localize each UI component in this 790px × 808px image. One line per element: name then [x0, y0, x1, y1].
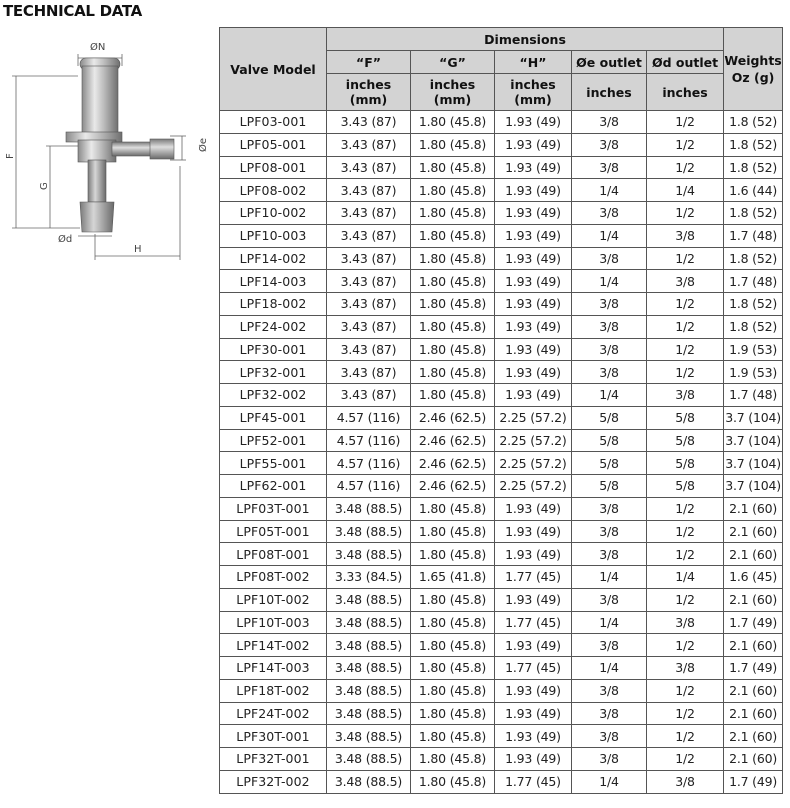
- cell-weight: 2.1 (60): [724, 748, 783, 771]
- table-row: [220, 702, 783, 725]
- table-row: [220, 657, 783, 680]
- cell-valve-model: LPF08T-001: [220, 543, 327, 566]
- cell-dim-g: 1.80 (45.8): [411, 543, 495, 566]
- cell-oe-outlet: 3/8: [572, 133, 647, 156]
- header-od-outlet: Ød outlet: [647, 51, 724, 74]
- cell-weight: 1.7 (49): [724, 770, 783, 793]
- cell-weight: 1.8 (52): [724, 133, 783, 156]
- cell-dim-g: 1.80 (45.8): [411, 588, 495, 611]
- cell-oe-outlet: 3/8: [572, 293, 647, 316]
- cell-dim-h: 1.93 (49): [495, 338, 572, 361]
- cell-dim-h: 1.93 (49): [495, 725, 572, 748]
- header-g-unit: inches (mm): [411, 74, 495, 111]
- cell-valve-model: LPF30T-001: [220, 725, 327, 748]
- cell-valve-model: LPF32-001: [220, 361, 327, 384]
- cell-weight: 1.7 (48): [724, 224, 783, 247]
- label-h: H: [134, 244, 142, 255]
- cell-oe-outlet: 3/8: [572, 543, 647, 566]
- cell-weight: 1.9 (53): [724, 338, 783, 361]
- cell-dim-h: 1.93 (49): [495, 634, 572, 657]
- cell-dim-h: 1.93 (49): [495, 270, 572, 293]
- cell-dim-g: 1.80 (45.8): [411, 634, 495, 657]
- header-f-unit: inches (mm): [327, 74, 411, 111]
- cell-dim-f: 3.48 (88.5): [327, 725, 411, 748]
- header-f: “F”: [327, 51, 411, 74]
- cell-weight: 3.7 (104): [724, 475, 783, 498]
- cell-valve-model: LPF10T-003: [220, 611, 327, 634]
- table-row: [220, 679, 783, 702]
- header-oe-outlet: Øe outlet: [572, 51, 647, 74]
- table-row: [220, 384, 783, 407]
- cell-od-outlet: 1/2: [647, 588, 724, 611]
- valve-body: [66, 58, 174, 232]
- cell-dim-g: 1.80 (45.8): [411, 133, 495, 156]
- cell-od-outlet: 1/2: [647, 361, 724, 384]
- header-weights: Weights Oz (g): [724, 28, 783, 111]
- cell-dim-f: 3.43 (87): [327, 156, 411, 179]
- cell-valve-model: LPF14T-002: [220, 634, 327, 657]
- table-row: [220, 497, 783, 520]
- cell-dim-h: 1.93 (49): [495, 133, 572, 156]
- cell-weight: 1.6 (45): [724, 566, 783, 589]
- cell-valve-model: LPF52-001: [220, 429, 327, 452]
- cell-od-outlet: 1/2: [647, 315, 724, 338]
- cell-dim-f: 3.43 (87): [327, 361, 411, 384]
- header-h-unit: inches (mm): [495, 74, 572, 111]
- cell-valve-model: LPF18-002: [220, 293, 327, 316]
- table-row: [220, 338, 783, 361]
- cell-oe-outlet: 3/8: [572, 679, 647, 702]
- cell-dim-g: 1.80 (45.8): [411, 497, 495, 520]
- table-row: [220, 361, 783, 384]
- cell-weight: 2.1 (60): [724, 543, 783, 566]
- cell-dim-h: 1.93 (49): [495, 497, 572, 520]
- cell-weight: 1.7 (48): [724, 270, 783, 293]
- cell-weight: 1.8 (52): [724, 315, 783, 338]
- table-row: [220, 202, 783, 225]
- cell-dim-g: 2.46 (62.5): [411, 406, 495, 429]
- cell-dim-f: 3.43 (87): [327, 247, 411, 270]
- cell-weight: 2.1 (60): [724, 520, 783, 543]
- cell-dim-g: 1.80 (45.8): [411, 202, 495, 225]
- table-row: [220, 111, 783, 134]
- cell-weight: 1.8 (52): [724, 293, 783, 316]
- cell-od-outlet: 1/2: [647, 156, 724, 179]
- table-row: [220, 520, 783, 543]
- cell-dim-f: 3.48 (88.5): [327, 634, 411, 657]
- cell-od-outlet: 3/8: [647, 657, 724, 680]
- cell-valve-model: LPF14-002: [220, 247, 327, 270]
- valve-dimension-drawing: [0, 36, 209, 266]
- cell-weight: 2.1 (60): [724, 588, 783, 611]
- cell-dim-f: 4.57 (116): [327, 429, 411, 452]
- cell-oe-outlet: 3/8: [572, 156, 647, 179]
- cell-weight: 2.1 (60): [724, 702, 783, 725]
- cell-dim-h: 1.93 (49): [495, 702, 572, 725]
- cell-valve-model: LPF03-001: [220, 111, 327, 134]
- cell-dim-f: 3.48 (88.5): [327, 748, 411, 771]
- cell-dim-h: 1.77 (45): [495, 611, 572, 634]
- cell-dim-h: 1.93 (49): [495, 156, 572, 179]
- technical-data-rows: [220, 111, 783, 794]
- cell-weight: 2.1 (60): [724, 497, 783, 520]
- cell-dim-f: 4.57 (116): [327, 452, 411, 475]
- label-n: ØN: [90, 42, 106, 53]
- cell-od-outlet: 1/2: [647, 293, 724, 316]
- cell-weight: 1.8 (52): [724, 202, 783, 225]
- cell-dim-h: 2.25 (57.2): [495, 406, 572, 429]
- cell-dim-f: 3.48 (88.5): [327, 611, 411, 634]
- cell-dim-h: 1.93 (49): [495, 679, 572, 702]
- cell-dim-f: 4.57 (116): [327, 475, 411, 498]
- cell-dim-h: 1.93 (49): [495, 293, 572, 316]
- cell-dim-f: 3.33 (84.5): [327, 566, 411, 589]
- cell-oe-outlet: 1/4: [572, 770, 647, 793]
- header-od-unit: inches: [647, 74, 724, 111]
- cell-dim-h: 1.93 (49): [495, 179, 572, 202]
- cell-dim-g: 1.80 (45.8): [411, 111, 495, 134]
- table-row: [220, 270, 783, 293]
- valve-drawing-svg: [0, 36, 209, 266]
- cell-dim-g: 1.80 (45.8): [411, 679, 495, 702]
- cell-dim-g: 1.80 (45.8): [411, 224, 495, 247]
- cell-valve-model: LPF10T-002: [220, 588, 327, 611]
- table-row: [220, 429, 783, 452]
- label-g: G: [39, 182, 50, 190]
- cell-valve-model: LPF62-001: [220, 475, 327, 498]
- cell-dim-g: 1.80 (45.8): [411, 247, 495, 270]
- cell-valve-model: LPF32T-002: [220, 770, 327, 793]
- cell-dim-f: 3.43 (87): [327, 315, 411, 338]
- cell-valve-model: LPF10-003: [220, 224, 327, 247]
- header-valve-model: Valve Model: [220, 28, 327, 111]
- cell-oe-outlet: 3/8: [572, 520, 647, 543]
- cell-od-outlet: 1/2: [647, 133, 724, 156]
- cell-dim-f: 3.43 (87): [327, 384, 411, 407]
- cell-oe-outlet: 3/8: [572, 748, 647, 771]
- cell-oe-outlet: 3/8: [572, 497, 647, 520]
- table-row: [220, 770, 783, 793]
- cell-dim-h: 1.93 (49): [495, 315, 572, 338]
- cell-valve-model: LPF24-002: [220, 315, 327, 338]
- table-row: [220, 634, 783, 657]
- cell-valve-model: LPF14T-003: [220, 657, 327, 680]
- cell-dim-f: 3.48 (88.5): [327, 657, 411, 680]
- table-row: [220, 475, 783, 498]
- cell-valve-model: LPF08-002: [220, 179, 327, 202]
- cell-od-outlet: 1/2: [647, 111, 724, 134]
- cell-valve-model: LPF32T-001: [220, 748, 327, 771]
- cell-weight: 1.7 (49): [724, 611, 783, 634]
- cell-dim-g: 2.46 (62.5): [411, 452, 495, 475]
- cell-weight: 1.7 (49): [724, 657, 783, 680]
- technical-data-table: [219, 27, 783, 794]
- header-oe-unit: inches: [572, 74, 647, 111]
- cell-oe-outlet: 1/4: [572, 270, 647, 293]
- cell-valve-model: LPF55-001: [220, 452, 327, 475]
- table-row: [220, 133, 783, 156]
- cell-od-outlet: 1/2: [647, 634, 724, 657]
- cell-oe-outlet: 3/8: [572, 725, 647, 748]
- cell-valve-model: LPF18T-002: [220, 679, 327, 702]
- cell-oe-outlet: 1/4: [572, 384, 647, 407]
- cell-oe-outlet: 5/8: [572, 406, 647, 429]
- table-row: [220, 566, 783, 589]
- cell-oe-outlet: 1/4: [572, 224, 647, 247]
- cell-oe-outlet: 3/8: [572, 588, 647, 611]
- cell-valve-model: LPF03T-001: [220, 497, 327, 520]
- cell-oe-outlet: 1/4: [572, 566, 647, 589]
- table-row: [220, 543, 783, 566]
- cell-valve-model: LPF10-002: [220, 202, 327, 225]
- table-row: [220, 315, 783, 338]
- cell-dim-f: 3.48 (88.5): [327, 702, 411, 725]
- cell-valve-model: LPF30-001: [220, 338, 327, 361]
- cell-oe-outlet: 3/8: [572, 338, 647, 361]
- cell-oe-outlet: 1/4: [572, 611, 647, 634]
- cell-weight: 1.8 (52): [724, 247, 783, 270]
- label-e: Øe: [198, 137, 209, 152]
- cell-valve-model: LPF14-003: [220, 270, 327, 293]
- cell-od-outlet: 1/2: [647, 748, 724, 771]
- cell-dim-g: 1.80 (45.8): [411, 748, 495, 771]
- table-row: [220, 588, 783, 611]
- cell-oe-outlet: 5/8: [572, 475, 647, 498]
- cell-weight: 2.1 (60): [724, 634, 783, 657]
- cell-od-outlet: 1/4: [647, 179, 724, 202]
- cell-od-outlet: 5/8: [647, 406, 724, 429]
- label-f: F: [5, 153, 16, 159]
- cell-dim-h: 2.25 (57.2): [495, 429, 572, 452]
- cell-dim-h: 1.93 (49): [495, 384, 572, 407]
- cell-od-outlet: 5/8: [647, 452, 724, 475]
- cell-valve-model: LPF08T-002: [220, 566, 327, 589]
- label-d: Ød: [58, 234, 73, 245]
- cell-dim-h: 1.77 (45): [495, 566, 572, 589]
- cell-dim-g: 1.80 (45.8): [411, 293, 495, 316]
- cell-dim-h: 1.93 (49): [495, 361, 572, 384]
- cell-valve-model: LPF45-001: [220, 406, 327, 429]
- cell-dim-f: 3.43 (87): [327, 133, 411, 156]
- cell-dim-h: 1.77 (45): [495, 770, 572, 793]
- cell-oe-outlet: 3/8: [572, 634, 647, 657]
- cell-dim-g: 1.80 (45.8): [411, 657, 495, 680]
- cell-weight: 3.7 (104): [724, 406, 783, 429]
- cell-weight: 2.1 (60): [724, 725, 783, 748]
- cell-dim-g: 1.80 (45.8): [411, 384, 495, 407]
- cell-od-outlet: 1/2: [647, 725, 724, 748]
- cell-oe-outlet: 3/8: [572, 202, 647, 225]
- cell-dim-h: 1.77 (45): [495, 657, 572, 680]
- cell-od-outlet: 1/2: [647, 543, 724, 566]
- cell-oe-outlet: 1/4: [572, 179, 647, 202]
- cell-od-outlet: 1/2: [647, 247, 724, 270]
- cell-valve-model: LPF05T-001: [220, 520, 327, 543]
- cell-oe-outlet: 3/8: [572, 315, 647, 338]
- cell-dim-f: 3.48 (88.5): [327, 520, 411, 543]
- cell-oe-outlet: 3/8: [572, 111, 647, 134]
- page-title: TECHNICAL DATA: [3, 2, 142, 20]
- table-row: [220, 224, 783, 247]
- cell-od-outlet: 1/2: [647, 202, 724, 225]
- cell-valve-model: LPF32-002: [220, 384, 327, 407]
- table-row: [220, 293, 783, 316]
- cell-weight: 3.7 (104): [724, 429, 783, 452]
- cell-oe-outlet: 1/4: [572, 657, 647, 680]
- cell-dim-g: 2.46 (62.5): [411, 429, 495, 452]
- cell-dim-g: 2.46 (62.5): [411, 475, 495, 498]
- cell-od-outlet: 1/2: [647, 679, 724, 702]
- cell-dim-f: 3.48 (88.5): [327, 679, 411, 702]
- cell-dim-h: 1.93 (49): [495, 543, 572, 566]
- cell-od-outlet: 5/8: [647, 475, 724, 498]
- cell-dim-f: 3.43 (87): [327, 111, 411, 134]
- cell-dim-g: 1.80 (45.8): [411, 725, 495, 748]
- cell-dim-h: 2.25 (57.2): [495, 475, 572, 498]
- cell-valve-model: LPF08-001: [220, 156, 327, 179]
- cell-dim-g: 1.80 (45.8): [411, 156, 495, 179]
- cell-weight: 3.7 (104): [724, 452, 783, 475]
- cell-dim-f: 3.48 (88.5): [327, 543, 411, 566]
- cell-dim-g: 1.80 (45.8): [411, 361, 495, 384]
- cell-od-outlet: 3/8: [647, 611, 724, 634]
- table-row: [220, 725, 783, 748]
- table-row: [220, 748, 783, 771]
- cell-dim-h: 1.93 (49): [495, 224, 572, 247]
- table-row: [220, 179, 783, 202]
- cell-oe-outlet: 5/8: [572, 429, 647, 452]
- table-row: [220, 156, 783, 179]
- cell-dim-g: 1.80 (45.8): [411, 702, 495, 725]
- cell-dim-h: 1.93 (49): [495, 111, 572, 134]
- cell-dim-g: 1.80 (45.8): [411, 770, 495, 793]
- cell-dim-f: 3.43 (87): [327, 293, 411, 316]
- cell-oe-outlet: 3/8: [572, 361, 647, 384]
- cell-od-outlet: 1/2: [647, 497, 724, 520]
- cell-weight: 1.8 (52): [724, 156, 783, 179]
- cell-dim-g: 1.80 (45.8): [411, 270, 495, 293]
- cell-od-outlet: 3/8: [647, 224, 724, 247]
- cell-dim-f: 3.48 (88.5): [327, 770, 411, 793]
- cell-dim-g: 1.80 (45.8): [411, 520, 495, 543]
- cell-dim-f: 3.43 (87): [327, 202, 411, 225]
- cell-weight: 2.1 (60): [724, 679, 783, 702]
- cell-valve-model: LPF24T-002: [220, 702, 327, 725]
- cell-od-outlet: 1/2: [647, 702, 724, 725]
- cell-od-outlet: 1/4: [647, 566, 724, 589]
- cell-dim-g: 1.65 (41.8): [411, 566, 495, 589]
- cell-dim-f: 3.43 (87): [327, 338, 411, 361]
- table-row: [220, 247, 783, 270]
- cell-oe-outlet: 3/8: [572, 247, 647, 270]
- cell-od-outlet: 1/2: [647, 338, 724, 361]
- cell-oe-outlet: 5/8: [572, 452, 647, 475]
- cell-weight: 1.9 (53): [724, 361, 783, 384]
- cell-dim-g: 1.80 (45.8): [411, 611, 495, 634]
- cell-dim-h: 1.93 (49): [495, 588, 572, 611]
- header-g: “G”: [411, 51, 495, 74]
- cell-dim-f: 3.48 (88.5): [327, 588, 411, 611]
- cell-dim-h: 2.25 (57.2): [495, 452, 572, 475]
- cell-dim-f: 3.43 (87): [327, 224, 411, 247]
- cell-od-outlet: 1/2: [647, 520, 724, 543]
- cell-dim-h: 1.93 (49): [495, 202, 572, 225]
- cell-weight: 1.7 (48): [724, 384, 783, 407]
- cell-od-outlet: 3/8: [647, 770, 724, 793]
- cell-od-outlet: 3/8: [647, 384, 724, 407]
- cell-dim-f: 3.43 (87): [327, 270, 411, 293]
- cell-dim-h: 1.93 (49): [495, 748, 572, 771]
- cell-dim-h: 1.93 (49): [495, 520, 572, 543]
- cell-valve-model: LPF05-001: [220, 133, 327, 156]
- cell-oe-outlet: 3/8: [572, 702, 647, 725]
- header-h: “H”: [495, 51, 572, 74]
- table-row: [220, 452, 783, 475]
- cell-dim-f: 4.57 (116): [327, 406, 411, 429]
- table-row: [220, 406, 783, 429]
- cell-od-outlet: 5/8: [647, 429, 724, 452]
- cell-dim-h: 1.93 (49): [495, 247, 572, 270]
- cell-dim-g: 1.80 (45.8): [411, 315, 495, 338]
- header-dimensions: Dimensions: [327, 28, 724, 51]
- table-row: [220, 611, 783, 634]
- cell-weight: 1.8 (52): [724, 111, 783, 134]
- cell-dim-f: 3.48 (88.5): [327, 497, 411, 520]
- cell-od-outlet: 3/8: [647, 270, 724, 293]
- cell-weight: 1.6 (44): [724, 179, 783, 202]
- cell-dim-g: 1.80 (45.8): [411, 179, 495, 202]
- cell-dim-g: 1.80 (45.8): [411, 338, 495, 361]
- cell-dim-f: 3.43 (87): [327, 179, 411, 202]
